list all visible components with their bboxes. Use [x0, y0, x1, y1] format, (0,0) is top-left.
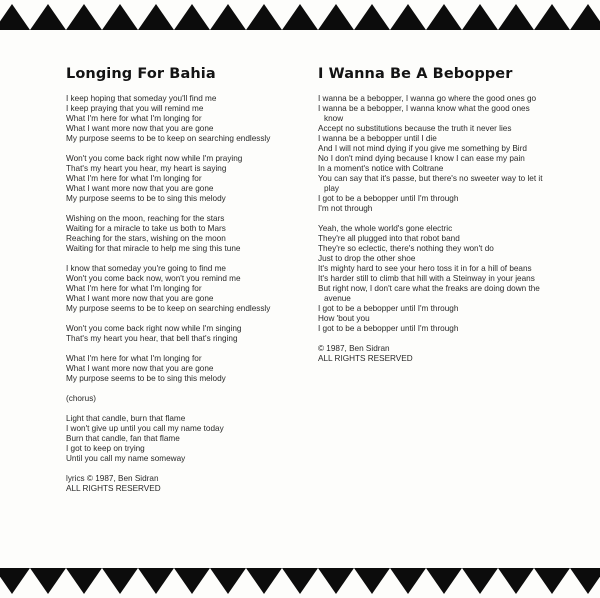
lyric-line: Waiting for a miracle to take us both to Mars	[66, 224, 226, 233]
lyric-line-continuation: avenue	[324, 294, 351, 303]
stanza-break	[318, 214, 588, 224]
lyric-line: Accept no substitutions because the truth it never lies	[318, 124, 512, 133]
lyric-line: That's my heart you hear, my heart is saying	[66, 164, 227, 173]
left-song-column	[66, 64, 298, 494]
lyric-line: What I want more now that you are gone	[66, 294, 214, 303]
border-triangle	[570, 568, 600, 594]
stanza-break	[66, 404, 298, 414]
credit-line: © 1987, Ben Sidran	[318, 344, 390, 353]
border-triangle	[30, 4, 66, 30]
lyric-line: My purpose seems to be to keep on searching endlessly	[66, 304, 271, 313]
border-triangle	[138, 4, 174, 30]
stanza-break	[66, 144, 298, 154]
right-song-credit	[318, 344, 588, 364]
border-triangle	[30, 568, 66, 594]
border-triangle	[282, 4, 318, 30]
lyric-line: Won't you come back right now while I'm singing	[66, 324, 242, 333]
lyric-line: They're so eclectic, there's nothing they won't do	[318, 244, 494, 253]
border-triangle	[462, 568, 498, 594]
border-triangle	[570, 4, 600, 30]
lyric-line: (chorus)	[66, 394, 97, 403]
border-triangle	[534, 4, 570, 30]
stanza-break	[66, 384, 298, 394]
lyric-line: That's my heart you hear, that bell that's ringing	[66, 334, 238, 343]
lyric-line: I keep hoping that someday you'll find me	[66, 94, 217, 103]
left-song-title: Longing For Bahia	[66, 66, 216, 82]
border-triangle	[0, 4, 30, 30]
border-triangle	[462, 4, 498, 30]
border-triangle	[210, 568, 246, 594]
top-triangle-border	[0, 0, 600, 30]
lyric-line: What I want more now that you are gone	[66, 364, 214, 373]
lyric-line: I wanna be a bebopper until I die	[318, 134, 437, 143]
lyric-line-continuation: play	[324, 184, 340, 193]
lyric-line: I keep praying that you will remind me	[66, 104, 204, 113]
lyric-line: Waiting for that miracle to help me sing this tune	[66, 244, 241, 253]
border-triangle	[174, 568, 210, 594]
lyric-line: Won't you come back now, won't you remind me	[66, 274, 241, 283]
lyric-line: You can say that it's passe, but there's no sweeter way to let it	[318, 174, 543, 183]
lyric-line: But right now, I don't care what the freaks are doing down the	[318, 284, 540, 293]
border-triangle	[318, 4, 354, 30]
right-song-column	[318, 64, 588, 364]
lyric-line: In a moment's notice with Coltrane	[318, 164, 444, 173]
lyric-line: I wanna be a bebopper, I wanna know what the good ones	[318, 104, 530, 113]
border-triangle	[66, 4, 102, 30]
lyric-line: I'm not through	[318, 204, 373, 213]
lyric-line: What I'm here for what I'm longing for	[66, 354, 202, 363]
lyric-line: My purpose seems to be to sing this melody	[66, 374, 226, 383]
lyric-line: I got to be a bebopper until I'm through	[318, 324, 459, 333]
lyric-line: How 'bout you	[318, 314, 370, 323]
border-triangle	[390, 4, 426, 30]
lyric-line: Won't you come back right now while I'm praying	[66, 154, 243, 163]
border-triangle	[246, 568, 282, 594]
lyric-line: And I will not mind dying if you give me something by Bird	[318, 144, 527, 153]
stanza-break	[66, 204, 298, 214]
credit-line: lyrics © 1987, Ben Sidran	[66, 474, 159, 483]
border-triangle	[102, 568, 138, 594]
left-song-lyrics	[66, 94, 298, 464]
border-triangle	[246, 4, 282, 30]
border-triangle	[426, 4, 462, 30]
border-triangle	[426, 568, 462, 594]
border-triangle	[318, 568, 354, 594]
left-song-credit	[66, 474, 298, 494]
lyric-line: My purpose seems to be to keep on searching endlessly	[66, 134, 271, 143]
lyric-line: I wanna be a bebopper, I wanna go where the good ones go	[318, 94, 537, 103]
lyric-line: I got to be a bebopper until I'm through	[318, 304, 459, 313]
lyric-line: They're all plugged into that robot band	[318, 234, 460, 243]
lyric-line: What I'm here for what I'm longing for	[66, 284, 202, 293]
stanza-break	[66, 344, 298, 354]
border-triangle	[534, 568, 570, 594]
stanza-break	[66, 254, 298, 264]
stanza-break	[66, 314, 298, 324]
right-song-lyrics	[318, 94, 588, 334]
border-triangle	[210, 4, 246, 30]
bottom-triangle-border	[0, 568, 600, 598]
lyric-line: I know that someday you're going to find me	[66, 264, 226, 273]
lyric-line: I won't give up until you call my name today	[66, 424, 224, 433]
lyric-line: I got to be a bebopper until I'm through	[318, 194, 459, 203]
border-triangle	[66, 568, 102, 594]
border-triangle	[390, 568, 426, 594]
rights-line: ALL RIGHTS RESERVED	[66, 484, 161, 493]
border-triangle	[174, 4, 210, 30]
border-triangle	[498, 4, 534, 30]
border-triangle	[0, 568, 30, 594]
border-triangle	[102, 4, 138, 30]
lyric-line: What I want more now that you are gone	[66, 184, 214, 193]
lyric-line: Until you call my name someway	[66, 454, 186, 463]
lyric-line: Light that candle, burn that flame	[66, 414, 186, 423]
lyric-line: Reaching for the stars, wishing on the moon	[66, 234, 226, 243]
lyric-line: What I want more now that you are gone	[66, 124, 214, 133]
right-song-title: I Wanna Be A Bebopper	[318, 66, 513, 82]
lyric-line: Just to drop the other shoe	[318, 254, 416, 263]
lyric-line: Burn that candle, fan that flame	[66, 434, 180, 443]
lyric-line: No I don't mind dying because I know I can ease my pain	[318, 154, 525, 163]
lyric-line: I got to keep on trying	[66, 444, 145, 453]
border-triangle	[282, 568, 318, 594]
border-triangle	[354, 4, 390, 30]
lyric-line: My purpose seems to be to sing this melody	[66, 194, 226, 203]
lyric-line: It's mighty hard to see your hero toss it in for a hill of beans	[318, 264, 532, 273]
border-triangle	[498, 568, 534, 594]
border-triangle	[138, 568, 174, 594]
lyric-line: Wishing on the moon, reaching for the stars	[66, 214, 225, 223]
lyric-line: It's harder still to climb that hill with a Steinway in your jeans	[318, 274, 535, 283]
lyric-line-continuation: know	[324, 114, 344, 123]
lyric-line: What I'm here for what I'm longing for	[66, 114, 202, 123]
rights-line: ALL RIGHTS RESERVED	[318, 354, 413, 363]
lyric-line: Yeah, the whole world's gone electric	[318, 224, 453, 233]
border-triangle	[354, 568, 390, 594]
lyric-line: What I'm here for what I'm longing for	[66, 174, 202, 183]
